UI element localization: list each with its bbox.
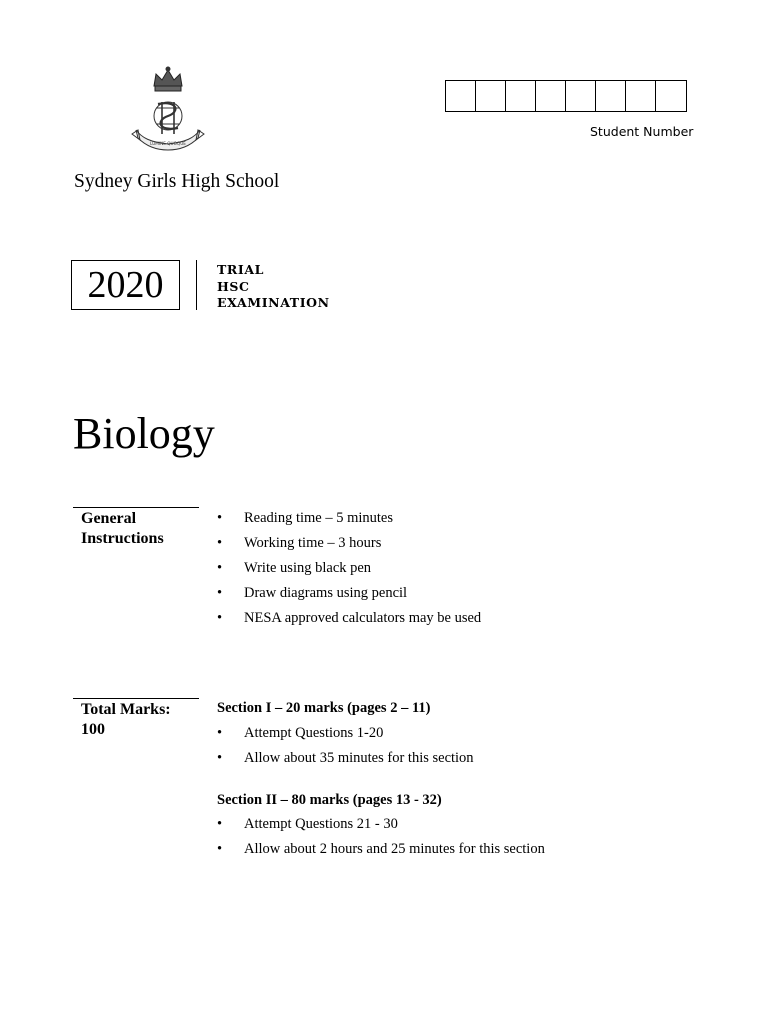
crest-motto: LUMINE QUOQUE xyxy=(150,141,186,146)
section-heading: Section II – 80 marks (pages 13 - 32) xyxy=(217,792,442,808)
section-heading: Section I – 20 marks (pages 2 – 11) xyxy=(217,700,431,716)
exam-year: 2020 xyxy=(87,264,164,306)
student-number-digit-box[interactable] xyxy=(626,81,656,111)
instruction-item: • Draw diagrams using pencil xyxy=(217,584,481,609)
exam-year-box xyxy=(71,260,180,310)
general-instructions-label xyxy=(81,509,164,549)
subject-title: Biology xyxy=(73,409,215,458)
student-number-digit-box[interactable] xyxy=(566,81,596,111)
label-line: Instructions xyxy=(81,530,164,547)
exam-divider xyxy=(196,260,197,310)
total-marks-label xyxy=(81,700,171,740)
section-item: • Allow about 2 hours and 25 minutes for this section xyxy=(217,840,545,865)
section-item: • Allow about 35 minutes for this section xyxy=(217,749,474,774)
student-number-digit-box[interactable] xyxy=(476,81,506,111)
student-number-label: Student Number xyxy=(590,124,694,139)
exam-type xyxy=(217,262,330,312)
exam-type-line: EXAMINATION xyxy=(217,295,330,310)
student-number-digit-box[interactable] xyxy=(506,81,536,111)
label-line: 100 xyxy=(81,721,105,738)
instruction-item: • Reading time – 5 minutes xyxy=(217,509,481,534)
school-name: Sydney Girls High School xyxy=(74,171,280,192)
section-list xyxy=(217,724,474,774)
exam-type-line: HSC xyxy=(217,278,250,294)
student-number-boxes[interactable] xyxy=(445,80,687,112)
instruction-item: • Working time – 3 hours xyxy=(217,534,481,559)
section-item: • Attempt Questions 21 - 30 xyxy=(217,815,545,840)
student-number-digit-box[interactable] xyxy=(656,81,686,111)
exam-type-line: TRIAL xyxy=(217,262,265,277)
instruction-item: • NESA approved calculators may be used xyxy=(217,609,481,634)
total-marks-rule xyxy=(73,698,199,699)
student-number-digit-box[interactable] xyxy=(596,81,626,111)
school-crest-icon xyxy=(128,64,208,164)
instruction-item: • Write using black pen xyxy=(217,559,481,584)
label-line: Total Marks: xyxy=(81,701,171,718)
section-item: • Attempt Questions 1-20 xyxy=(217,724,474,749)
section-list xyxy=(217,815,545,865)
general-instructions-rule xyxy=(73,507,199,508)
general-instructions-list xyxy=(217,509,481,634)
student-number-digit-box[interactable] xyxy=(446,81,476,111)
label-line: General xyxy=(81,510,137,527)
student-number-digit-box[interactable] xyxy=(536,81,566,111)
